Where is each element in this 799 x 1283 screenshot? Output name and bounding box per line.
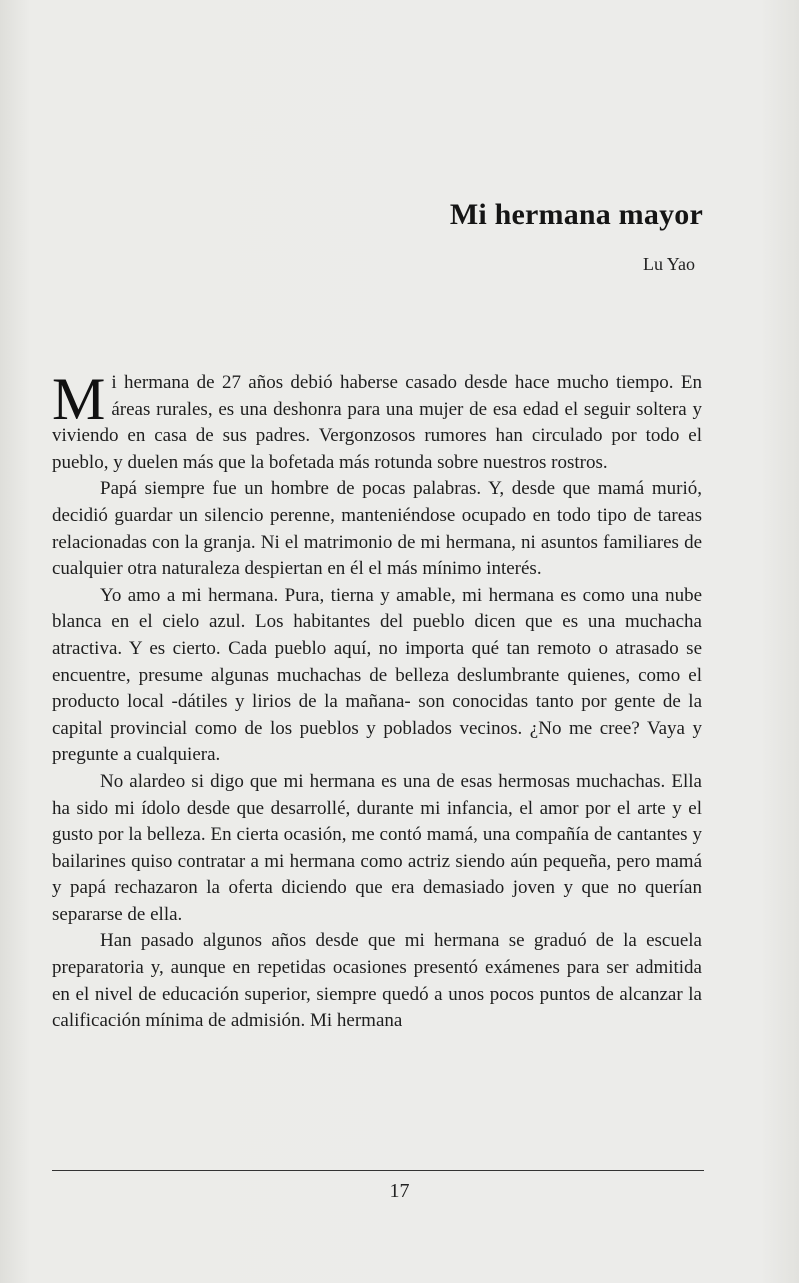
paragraph: Yo amo a mi hermana. Pura, tierna y amable, mi hermana es como una nube blanca en el cielo azul. Los habitantes del pueblo dicen que es una muchacha atractiva. Y es cierto. Cada pueblo aquí, no importa qué tan remoto o atrasado se encuentre, presume algunas muchachas de belleza deslumbrante quienes, como el producto local -dátiles y lirios de la mañana- son conocidas tanto por gente de la capital provincial como de los pueblos y poblados vecinos. ¿No me cree? Vaya y pregunte a cualquiera.: [52, 584, 702, 766]
paragraph: No alardeo si digo que mi hermana es una de esas hermosas muchachas. Ella ha sido mi ídolo desde que desarrollé, durante mi infancia, el amor por el arte y el gusto por la belleza. En cierta ocasión, me contó mamá, una compañía de cantantes y bailarines quiso contratar a mi hermana como actriz siendo aún pequeña, pero mamá y papá rechazaron la oferta diciendo que era demasiado joven y que no querían separarse de ella.: [52, 770, 702, 925]
paragraph: Han pasado algunos años desde que mi hermana se graduó de la escuela preparatoria y, aunque en repetidas ocasiones presentó exámenes para ser admitida en el nivel de educación superior, siempre quedó a unos pocos puntos de alcanzar la calificación mínima de admisión. Mi hermana: [52, 930, 702, 1032]
page-number: 17: [389, 1180, 410, 1202]
chapter-title: Mi hermana mayor: [449, 198, 703, 231]
body-text: [52, 366, 702, 1035]
author-name: Lu Yao: [642, 254, 695, 274]
paragraph: [52, 366, 702, 476]
paragraph: Papá siempre fue un hombre de pocas palabras. Y, desde que mamá murió, decidió guardar un silencio perenne, manteniéndose ocupado en todo tipo de tareas relacionadas con la granja. Ni el matrimonio de mi hermana, ni asuntos familiares de cualquier otra naturaleza despiertan en él el más mínimo interés.: [52, 478, 702, 580]
paragraph-text: i hermana de 27 años debió haberse casado desde hace mucho tiempo. En áreas rurales, es una deshonra para una mujer de esa edad el seguir soltera y viviendo en casa de sus padres. Vergonzosos rumores han circulado por todo el pueblo, y duelen más que la bofetada más rotunda sobre nuestros rostros.: [52, 372, 702, 473]
footer-rule: [52, 1170, 704, 1171]
drop-cap: M: [52, 366, 106, 432]
